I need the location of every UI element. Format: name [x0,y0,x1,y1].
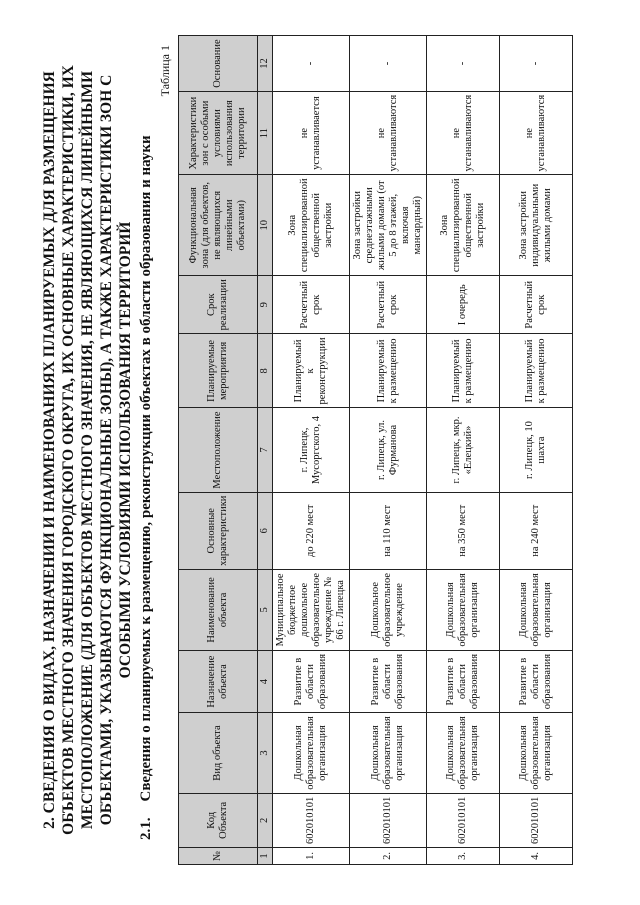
column-number-row [258,36,273,865]
column-number: 4 [258,650,273,712]
table-cell: Дошкольное образовательное учреждение [350,569,427,650]
table-cell: на 350 мест [427,492,500,569]
table-cell: 3. [427,847,500,864]
table-cell: Расчетный срок [500,276,573,334]
table-cell: на 240 мест [500,492,573,569]
table-cell: 602010101 [500,793,573,847]
table-cell: Дошкольная образовательная организация [427,569,500,650]
table-row [427,36,500,865]
table-row [500,36,573,865]
table-cell: 4. [500,847,573,864]
objects-table [178,35,573,865]
table-cell: 602010101 [350,793,427,847]
table-cell: Дошкольная образовательная организация [500,713,573,793]
column-header: Характеристики зон с особыми условиями использования территории [179,91,258,175]
header-row [179,36,258,865]
table-cell: - [427,36,500,92]
column-number: 1 [258,847,273,864]
table-cell: Планируемый к размещению [350,334,427,408]
column-number: 10 [258,175,273,276]
column-header: Функциональная зона (для объектов, не являющихся линейными объектами) [179,175,258,276]
column-header: Местоположение [179,408,258,492]
table-row [350,36,427,865]
table-cell: Зона застройки среднеэтажными жилыми домами (от 5 до 8 этажей, включая мансардный) [350,175,427,276]
table-cell: г. Липецк, ул. Фурманова [350,408,427,492]
table-cell: Зона специализированной общественной застройки [427,175,500,276]
column-number: 5 [258,569,273,650]
table-cell: Дошкольная образовательная организация [500,569,573,650]
table-cell: Развитие в области образования [427,650,500,712]
column-header: Назначение объекта [179,650,258,712]
table-cell: Дошкольная образовательная организация [273,713,350,793]
table-cell: Зона застройки индивидуальными жилыми домами [500,175,573,276]
table-cell: не устанавливаются [427,91,500,175]
table-cell: г. Липецк, Мусоргского, 4 [273,408,350,492]
table-body [273,36,573,865]
table-cell: 602010101 [427,793,500,847]
table-cell: I очередь [427,276,500,334]
column-header: Основание [179,36,258,92]
table-cell: Развитие в области образования [273,650,350,712]
column-number: 6 [258,492,273,569]
column-number: 3 [258,713,273,793]
table-cell: г. Липецк, мкр. «Елецкий» [427,408,500,492]
column-number: 8 [258,334,273,408]
table-cell: Планируемый к реконструкции [273,334,350,408]
column-number: 9 [258,276,273,334]
table-cell: Планируемый к размещению [500,334,573,408]
column-header: Вид объекта [179,713,258,793]
table-cell: Зона специализированной общественной застройки [273,175,350,276]
table-cell: 2. [350,847,427,864]
column-number: 12 [258,36,273,92]
table-cell: Дошкольная образовательная организация [350,713,427,793]
subsection-number: 2.1. [138,817,154,840]
table-cell: Муниципальное бюджетное дошкольное образовательное учреждение № 66 г. Липецка [273,569,350,650]
table-cell: - [273,36,350,92]
table-cell: Развитие в области образования [500,650,573,712]
table-cell: не устанавливается [273,91,350,175]
table-cell: г. Липецк, 10 шахта [500,408,573,492]
table-cell: Дошкольная образовательная организация [427,713,500,793]
table-cell: до 220 мест [273,492,350,569]
column-number: 2 [258,793,273,847]
column-number: 7 [258,408,273,492]
subsection-heading [138,135,155,840]
column-number: 11 [258,91,273,175]
table-cell: Расчетный срок [350,276,427,334]
table-label: Таблица 1 [158,45,172,97]
table-cell: не устанавливаются [350,91,427,175]
column-header: Планируемые мероприятия [179,334,258,408]
table-cell: не устанавливаются [500,91,573,175]
table-cell: - [500,36,573,92]
table-cell: 602010101 [273,793,350,847]
table-cell: на 110 мест [350,492,427,569]
section-heading: 2. СВЕДЕНИЯ О ВИДАХ, НАЗНАЧЕНИИ И НАИМЕНОВАНИЯХ ПЛАНИРУЕМЫХ ДЛЯ РАЗМЕЩЕНИЯ ОБЪЕКТОВ МЕСТНОГО ЗНАЧЕНИЯ ГОРОДСКОГО ОКРУГА, ИХ ОСНОВНЫЕ ХАРАКТЕРИСТИКИ, ИХ МЕСТОПОЛОЖЕНИЕ (ДЛЯ ОБЪЕКТОВ МЕСТНОГО ЗНАЧЕНИЯ, НЕ ЯВЛЯЮЩИХСЯ ЛИНЕЙНЫМИ ОБЪЕКТАМИ, УКАЗЫВАЮТСЯ ФУНКЦИОНАЛЬНЫЕ ЗОНЫ), А ТАКЖЕ ХАРАКТЕРИСТИКИ ЗОН С ОСОБЫМИ УСЛОВИЯМИ ИСПОЛЬЗОВАНИЯ ТЕРРИТОРИЙ [41,65,134,835]
table-cell: - [350,36,427,92]
column-header: № [179,847,258,864]
table-cell: 1. [273,847,350,864]
column-header: Основные характеристики [179,492,258,569]
table-cell: Расчетный срок [273,276,350,334]
table-cell: Планируемый к размещению [427,334,500,408]
column-header: Срок реализации [179,276,258,334]
column-header: Наименование объекта [179,569,258,650]
column-header: Код Объекта [179,793,258,847]
table-row [273,36,350,865]
subsection-title: Сведения о планируемых к размещению, реконструкции объектах в области образования и науки [138,135,154,802]
table-cell: Развитие в области образования [350,650,427,712]
